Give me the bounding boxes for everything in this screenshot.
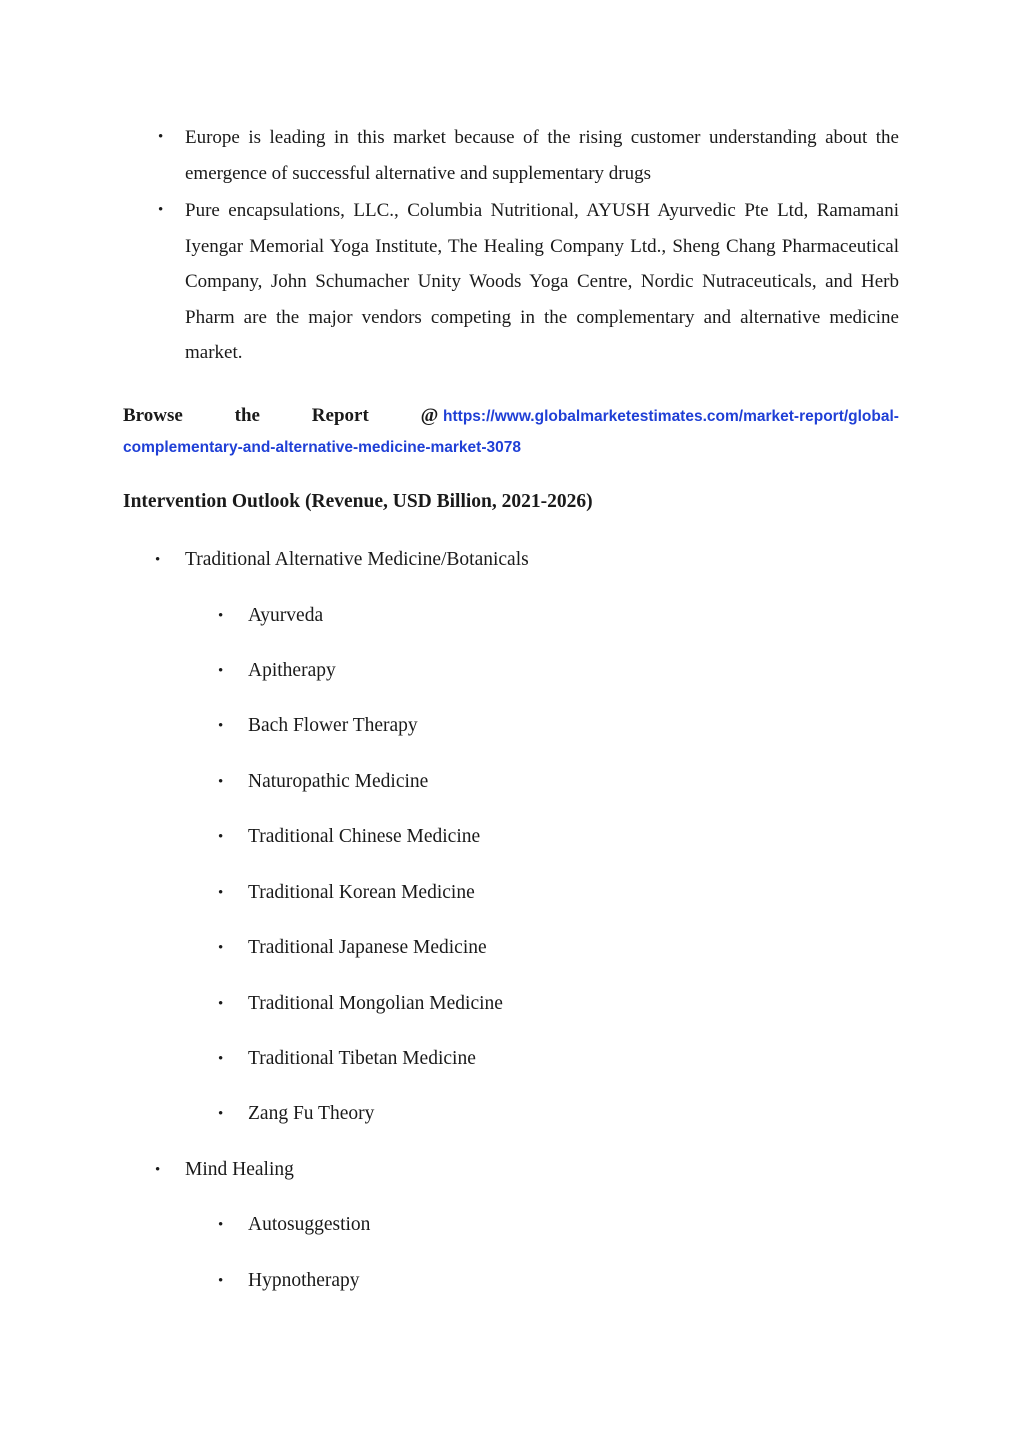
- list-item-label: Traditional Tibetan Medicine: [248, 1048, 476, 1069]
- list-item-label: Hypnotherapy: [248, 1270, 360, 1291]
- list-item: [218, 934, 487, 962]
- bullet-dot: •: [218, 885, 224, 901]
- list-item: [218, 823, 481, 851]
- at-sign: @: [420, 405, 439, 426]
- bullet-text: Europe is leading in this market because of the rising customer understanding about the emergence of successful alternative and supplementary drugs: [185, 127, 899, 184]
- list-item-label: Zang Fu Theory: [248, 1103, 375, 1124]
- bullet-dot: •: [218, 663, 224, 679]
- report-link-line1: [421, 405, 899, 427]
- bullet-dot: •: [155, 1162, 161, 1178]
- bullet-dot: •: [218, 996, 224, 1012]
- browse-report-line: [123, 405, 899, 456]
- list-item: [218, 990, 503, 1018]
- list-item-label: Bach Flower Therapy: [248, 715, 418, 736]
- list-item: [218, 712, 418, 740]
- intervention-outlook-heading: Intervention Outlook (Revenue, USD Billion, 2021-2026): [123, 491, 593, 512]
- bullet-dot: •: [218, 718, 224, 734]
- list-item-label: Traditional Korean Medicine: [248, 882, 475, 903]
- list-item-label: Traditional Chinese Medicine: [248, 826, 481, 847]
- bullet-dot: •: [155, 552, 161, 568]
- list-item: [218, 1211, 371, 1239]
- bullet-dot: •: [158, 129, 164, 145]
- bullet-dot: •: [218, 608, 224, 624]
- list-item-label: Autosuggestion: [248, 1214, 371, 1235]
- bullet-dot: •: [218, 940, 224, 956]
- list-item: [218, 879, 475, 907]
- bullet-dot: •: [218, 1273, 224, 1289]
- list-item-label: Traditional Mongolian Medicine: [248, 993, 503, 1014]
- bullet-dot: •: [158, 202, 164, 218]
- bullet-dot: •: [218, 1051, 224, 1067]
- category-label: Mind Healing: [185, 1159, 294, 1180]
- the-word: the: [234, 405, 260, 426]
- bullet-major-vendors: [158, 193, 899, 371]
- list-item-label: Traditional Japanese Medicine: [248, 937, 487, 958]
- report-word: Report: [311, 405, 369, 426]
- list-item-label: Ayurveda: [248, 605, 324, 626]
- list-item: [218, 1100, 375, 1128]
- list-item: [218, 768, 429, 796]
- bullet-dot: •: [218, 829, 224, 845]
- bullet-text: Pure encapsulations, LLC., Columbia Nutritional, AYUSH Ayurvedic Pte Ltd, Ramamani Iyengar Memorial Yoga Institute, The Healing Company Ltd., Sheng Chang Pharmaceutical Company, John Schumacher Unity Woods Yoga Centre, Nordic Nutraceuticals, and Herb Pharm are the major vendors competing in the complementary and alternative medicine market.: [185, 200, 899, 363]
- category-mind-healing: [155, 1156, 294, 1184]
- report-url-link-part1[interactable]: https://www.globalmarketestimates.com/market-report/global-: [443, 408, 899, 425]
- list-item: [218, 1267, 360, 1295]
- browse-word: Browse: [123, 405, 183, 426]
- list-item: [218, 1045, 476, 1073]
- category-traditional-botanicals: [155, 546, 529, 574]
- bullet-dot: •: [218, 774, 224, 790]
- bullet-dot: •: [218, 1106, 224, 1122]
- report-url-link-part2[interactable]: complementary-and-alternative-medicine-market-3078: [123, 439, 521, 456]
- list-item: [218, 657, 336, 685]
- list-item: [218, 602, 324, 630]
- list-item-label: Apitherapy: [248, 660, 336, 681]
- bullet-europe-leading: [158, 120, 899, 191]
- category-label: Traditional Alternative Medicine/Botanicals: [185, 549, 529, 570]
- list-item-label: Naturopathic Medicine: [248, 771, 429, 792]
- bullet-dot: •: [218, 1217, 224, 1233]
